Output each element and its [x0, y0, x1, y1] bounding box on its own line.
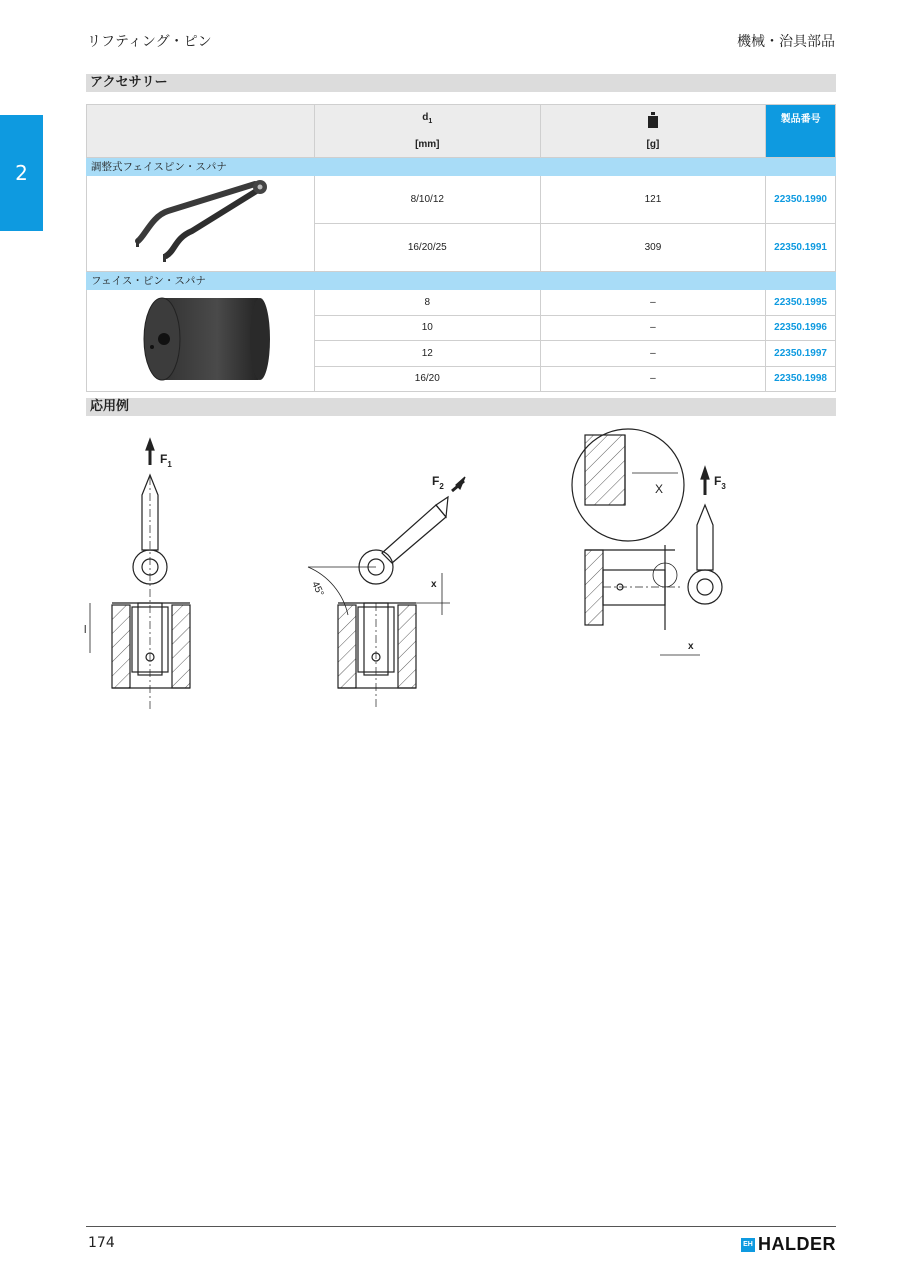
accessories-table: [86, 104, 836, 392]
d1-value: 12: [314, 341, 540, 367]
section-title-applications: 応用例: [86, 398, 836, 416]
d1-subscript: 1: [428, 118, 433, 125]
d1-value: 8/10/12: [314, 176, 540, 224]
d1-unit: [mm]: [415, 139, 440, 150]
part-number-link[interactable]: 22350.1990: [766, 176, 836, 224]
table-row: [87, 176, 836, 224]
table-header-row: [87, 105, 836, 158]
d1-value: 16/20: [314, 366, 540, 392]
group-row-adjustable-spanner: [87, 158, 836, 176]
table-row: [87, 290, 836, 316]
force-label-f2: $F_2$: [432, 474, 444, 491]
header-image-column: [87, 105, 315, 158]
header-d1: [314, 105, 540, 158]
dimension-label-x-side: x: [688, 641, 694, 652]
part-number-link[interactable]: 22350.1996: [766, 315, 836, 341]
section-title-accessories: アクセサリー: [86, 74, 836, 92]
group-label: 調整式フェイスピン・スパナ: [87, 158, 836, 176]
brand-mark-icon: EH: [741, 1238, 755, 1252]
brand-name: HALDER: [758, 1234, 836, 1254]
weight-icon: [647, 112, 659, 128]
adjustable-spanner-image: [87, 176, 315, 272]
drawing-angled-pull: [308, 477, 465, 710]
weight-value: –: [540, 290, 766, 316]
page-header-title: リフティング・ピン: [87, 34, 212, 50]
part-number-link[interactable]: 22350.1995: [766, 290, 836, 316]
brand-logo[interactable]: [741, 1234, 836, 1255]
header-weight: [540, 105, 766, 158]
weight-value: –: [540, 366, 766, 392]
weight-value: 121: [540, 176, 766, 224]
weight-value: 309: [540, 224, 766, 272]
chapter-tab[interactable]: 2: [0, 115, 43, 231]
weight-value: –: [540, 341, 766, 367]
face-pin-spanner-image: [87, 290, 315, 392]
weight-unit: [g]: [646, 139, 660, 150]
drawing-vertical-pull: [90, 439, 190, 710]
footer-divider: [86, 1226, 836, 1227]
dimension-label-l: l: [84, 624, 87, 636]
detail-label-x: X: [655, 482, 664, 496]
page-header-category: 機械・治具部品: [737, 34, 835, 50]
group-label: フェイス・ピン・スパナ: [87, 272, 836, 290]
drawing-side-pull: [572, 429, 722, 655]
application-drawings: [80, 425, 840, 715]
angle-label: 45°: [309, 579, 326, 599]
d1-value: 8: [314, 290, 540, 316]
part-number-link[interactable]: 22350.1998: [766, 366, 836, 392]
d1-symbol: d: [422, 112, 429, 123]
part-number-link[interactable]: 22350.1997: [766, 341, 836, 367]
d1-value: 10: [314, 315, 540, 341]
group-row-face-pin-spanner: [87, 272, 836, 290]
part-number-link[interactable]: 22350.1991: [766, 224, 836, 272]
force-label-f3: $F_3$: [714, 474, 726, 491]
d1-value: 16/20/25: [314, 224, 540, 272]
force-label-f1: $F_1$: [160, 452, 172, 469]
page-number: 174: [88, 1235, 115, 1251]
dimension-label-x: x: [431, 579, 437, 590]
weight-value: –: [540, 315, 766, 341]
header-part-number: 製品番号: [766, 105, 836, 158]
